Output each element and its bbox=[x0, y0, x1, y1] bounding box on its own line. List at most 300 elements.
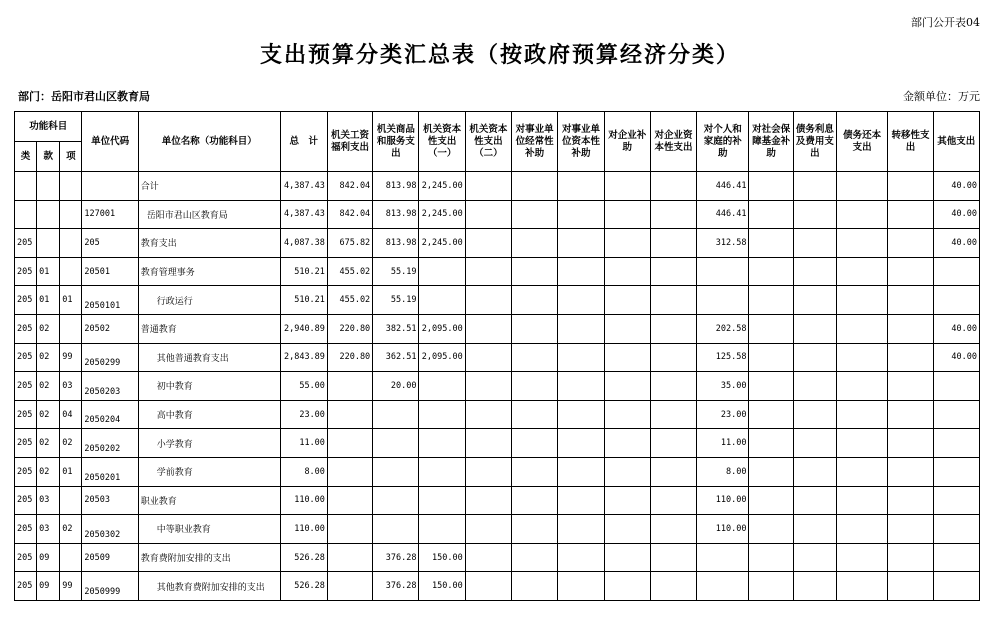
header-c4: 机关资本性支出（二） bbox=[465, 112, 511, 172]
cell-c9: 23.00 bbox=[697, 400, 749, 429]
cell-c14 bbox=[933, 429, 979, 458]
cell-kuan: 03 bbox=[37, 515, 60, 544]
cell-c10 bbox=[749, 429, 793, 458]
cell-c1 bbox=[327, 572, 372, 601]
cell-c9: 110.00 bbox=[697, 486, 749, 515]
cell-c12 bbox=[837, 286, 888, 315]
cell-c12 bbox=[837, 372, 888, 401]
cell-c13 bbox=[888, 229, 933, 258]
cell-c13 bbox=[888, 486, 933, 515]
table-row bbox=[15, 343, 980, 372]
cell-c4 bbox=[465, 515, 511, 544]
budget-table bbox=[14, 111, 980, 601]
cell-c5 bbox=[512, 372, 558, 401]
cell-kuan: 01 bbox=[37, 257, 60, 286]
cell-lei: 205 bbox=[15, 343, 37, 372]
cell-c13 bbox=[888, 515, 933, 544]
cell-c3: 150.00 bbox=[419, 543, 465, 572]
cell-c12 bbox=[837, 457, 888, 486]
cell-unit-code: 20502 bbox=[82, 314, 138, 343]
cell-c9: 8.00 bbox=[697, 457, 749, 486]
cell-c4 bbox=[465, 372, 511, 401]
cell-c10 bbox=[749, 343, 793, 372]
cell-unit-code: 2050999 bbox=[82, 572, 138, 601]
cell-c10 bbox=[749, 372, 793, 401]
header-c12: 债务还本支出 bbox=[837, 112, 888, 172]
cell-c6 bbox=[558, 572, 604, 601]
cell-c5 bbox=[512, 543, 558, 572]
cell-kuan: 03 bbox=[37, 486, 60, 515]
cell-lei: 205 bbox=[15, 229, 37, 258]
cell-c11 bbox=[793, 515, 836, 544]
cell-c1 bbox=[327, 515, 372, 544]
cell-c1 bbox=[327, 543, 372, 572]
cell-c8 bbox=[650, 372, 696, 401]
cell-c5 bbox=[512, 286, 558, 315]
cell-c3: 2,245.00 bbox=[419, 172, 465, 201]
cell-kuan: 09 bbox=[37, 572, 60, 601]
cell-lei: 205 bbox=[15, 314, 37, 343]
cell-c3 bbox=[419, 400, 465, 429]
cell-c10 bbox=[749, 229, 793, 258]
cell-c8 bbox=[650, 343, 696, 372]
cell-c3 bbox=[419, 486, 465, 515]
cell-kuan: 01 bbox=[37, 286, 60, 315]
cell-c7 bbox=[604, 515, 650, 544]
cell-total: 55.00 bbox=[280, 372, 327, 401]
cell-c5 bbox=[512, 343, 558, 372]
cell-c5 bbox=[512, 572, 558, 601]
cell-c7 bbox=[604, 572, 650, 601]
cell-unit-code: 2050203 bbox=[82, 372, 138, 401]
cell-lei: 205 bbox=[15, 372, 37, 401]
cell-total: 4,087.38 bbox=[280, 229, 327, 258]
cell-c3 bbox=[419, 457, 465, 486]
cell-xiang bbox=[60, 200, 82, 229]
cell-c8 bbox=[650, 486, 696, 515]
cell-c11 bbox=[793, 314, 836, 343]
table-row bbox=[15, 457, 980, 486]
cell-c12 bbox=[837, 515, 888, 544]
cell-c12 bbox=[837, 543, 888, 572]
cell-unit-code: 2050204 bbox=[82, 400, 138, 429]
cell-total: 4,387.43 bbox=[280, 200, 327, 229]
cell-c1 bbox=[327, 400, 372, 429]
table-row bbox=[15, 543, 980, 572]
cell-c9: 202.58 bbox=[697, 314, 749, 343]
cell-total: 2,940.89 bbox=[280, 314, 327, 343]
cell-c12 bbox=[837, 229, 888, 258]
header-c10: 对社会保障基金补助 bbox=[749, 112, 793, 172]
cell-unit-name: 岳阳市君山区教育局 bbox=[138, 200, 280, 229]
cell-c9 bbox=[697, 286, 749, 315]
cell-c10 bbox=[749, 400, 793, 429]
cell-c3: 2,245.00 bbox=[419, 200, 465, 229]
cell-c12 bbox=[837, 257, 888, 286]
cell-total: 110.00 bbox=[280, 515, 327, 544]
cell-c1: 842.04 bbox=[327, 172, 372, 201]
cell-c9: 446.41 bbox=[697, 172, 749, 201]
cell-c8 bbox=[650, 257, 696, 286]
cell-c3: 2,245.00 bbox=[419, 229, 465, 258]
header-c6: 对事业单位资本性补助 bbox=[558, 112, 604, 172]
cell-c10 bbox=[749, 257, 793, 286]
cell-c7 bbox=[604, 286, 650, 315]
cell-c13 bbox=[888, 457, 933, 486]
header-c9: 对个人和家庭的补助 bbox=[697, 112, 749, 172]
cell-c8 bbox=[650, 572, 696, 601]
cell-total: 526.28 bbox=[280, 572, 327, 601]
table-row bbox=[15, 572, 980, 601]
cell-c14 bbox=[933, 572, 979, 601]
cell-c8 bbox=[650, 457, 696, 486]
table-row bbox=[15, 229, 980, 258]
cell-c11 bbox=[793, 257, 836, 286]
cell-c13 bbox=[888, 200, 933, 229]
cell-unit-code: 2050202 bbox=[82, 429, 138, 458]
cell-c8 bbox=[650, 400, 696, 429]
cell-c8 bbox=[650, 314, 696, 343]
cell-c13 bbox=[888, 543, 933, 572]
cell-c1 bbox=[327, 372, 372, 401]
cell-c1: 675.82 bbox=[327, 229, 372, 258]
cell-c9: 110.00 bbox=[697, 515, 749, 544]
cell-xiang: 02 bbox=[60, 515, 82, 544]
cell-c1 bbox=[327, 429, 372, 458]
cell-total: 510.21 bbox=[280, 286, 327, 315]
cell-c5 bbox=[512, 486, 558, 515]
cell-c5 bbox=[512, 400, 558, 429]
cell-c9: 446.41 bbox=[697, 200, 749, 229]
cell-c8 bbox=[650, 229, 696, 258]
cell-kuan: 02 bbox=[37, 314, 60, 343]
cell-c13 bbox=[888, 400, 933, 429]
cell-xiang bbox=[60, 314, 82, 343]
header-unit-code: 单位代码 bbox=[82, 112, 138, 172]
cell-c14: 40.00 bbox=[933, 343, 979, 372]
cell-unit-code bbox=[82, 172, 138, 201]
cell-c13 bbox=[888, 429, 933, 458]
cell-c6 bbox=[558, 429, 604, 458]
cell-c3 bbox=[419, 515, 465, 544]
cell-c7 bbox=[604, 200, 650, 229]
cell-xiang bbox=[60, 543, 82, 572]
cell-c3 bbox=[419, 286, 465, 315]
cell-c9 bbox=[697, 543, 749, 572]
cell-unit-code: 2050302 bbox=[82, 515, 138, 544]
cell-c10 bbox=[749, 172, 793, 201]
cell-c7 bbox=[604, 543, 650, 572]
cell-c7 bbox=[604, 486, 650, 515]
department-label: 部门：岳阳市君山区教育局 bbox=[18, 90, 150, 103]
header-c3: 机关资本性支出（一） bbox=[419, 112, 465, 172]
cell-c11 bbox=[793, 200, 836, 229]
cell-unit-name: 中等职业教育 bbox=[138, 515, 280, 544]
cell-unit-name: 教育管理事务 bbox=[138, 257, 280, 286]
cell-kuan bbox=[37, 172, 60, 201]
cell-c6 bbox=[558, 257, 604, 286]
cell-c10 bbox=[749, 543, 793, 572]
cell-c3: 2,095.00 bbox=[419, 314, 465, 343]
table-row bbox=[15, 286, 980, 315]
cell-c1 bbox=[327, 486, 372, 515]
header-xiang: 项 bbox=[60, 142, 82, 172]
cell-c1: 220.80 bbox=[327, 343, 372, 372]
page-title: 支出预算分类汇总表（按政府预算经济分类） bbox=[259, 42, 740, 68]
cell-unit-name: 普通教育 bbox=[138, 314, 280, 343]
cell-xiang bbox=[60, 229, 82, 258]
cell-unit-name: 教育支出 bbox=[138, 229, 280, 258]
cell-unit-name: 行政运行 bbox=[138, 286, 280, 315]
cell-c13 bbox=[888, 343, 933, 372]
cell-xiang bbox=[60, 172, 82, 201]
cell-kuan: 09 bbox=[37, 543, 60, 572]
cell-c10 bbox=[749, 457, 793, 486]
cell-c12 bbox=[837, 400, 888, 429]
cell-c13 bbox=[888, 314, 933, 343]
cell-c11 bbox=[793, 457, 836, 486]
cell-c4 bbox=[465, 229, 511, 258]
cell-c11 bbox=[793, 429, 836, 458]
cell-c12 bbox=[837, 429, 888, 458]
cell-total: 23.00 bbox=[280, 400, 327, 429]
cell-c11 bbox=[793, 486, 836, 515]
cell-lei: 205 bbox=[15, 257, 37, 286]
cell-c2: 55.19 bbox=[373, 257, 419, 286]
header-c1: 机关工资福利支出 bbox=[327, 112, 372, 172]
cell-c8 bbox=[650, 172, 696, 201]
cell-c8 bbox=[650, 286, 696, 315]
header-c14: 其他支出 bbox=[933, 112, 979, 172]
cell-c12 bbox=[837, 172, 888, 201]
cell-c10 bbox=[749, 515, 793, 544]
cell-c6 bbox=[558, 372, 604, 401]
cell-kuan: 02 bbox=[37, 372, 60, 401]
cell-unit-name: 初中教育 bbox=[138, 372, 280, 401]
header-lei: 类 bbox=[15, 142, 37, 172]
cell-c8 bbox=[650, 200, 696, 229]
cell-unit-code: 20503 bbox=[82, 486, 138, 515]
cell-lei: 205 bbox=[15, 429, 37, 458]
cell-c12 bbox=[837, 572, 888, 601]
cell-c4 bbox=[465, 457, 511, 486]
cell-unit-code: 2050201 bbox=[82, 457, 138, 486]
table-row bbox=[15, 429, 980, 458]
cell-c6 bbox=[558, 314, 604, 343]
table-body bbox=[15, 172, 980, 601]
header-c13: 转移性支出 bbox=[888, 112, 933, 172]
cell-unit-name: 小学教育 bbox=[138, 429, 280, 458]
cell-c6 bbox=[558, 172, 604, 201]
cell-total: 8.00 bbox=[280, 457, 327, 486]
header-c8: 对企业资本性支出 bbox=[650, 112, 696, 172]
cell-c1: 842.04 bbox=[327, 200, 372, 229]
cell-c7 bbox=[604, 429, 650, 458]
cell-c11 bbox=[793, 400, 836, 429]
cell-c2 bbox=[373, 429, 419, 458]
cell-c7 bbox=[604, 314, 650, 343]
cell-unit-name: 学前教育 bbox=[138, 457, 280, 486]
header-func-group: 功能科目 bbox=[15, 112, 82, 142]
cell-kuan bbox=[37, 229, 60, 258]
cell-c2: 813.98 bbox=[373, 200, 419, 229]
cell-c12 bbox=[837, 343, 888, 372]
cell-xiang: 04 bbox=[60, 400, 82, 429]
cell-unit-code: 20509 bbox=[82, 543, 138, 572]
cell-c4 bbox=[465, 286, 511, 315]
header-c5: 对事业单位经常性补助 bbox=[512, 112, 558, 172]
header-unit-name: 单位名称（功能科目） bbox=[138, 112, 280, 172]
cell-total: 526.28 bbox=[280, 543, 327, 572]
cell-c6 bbox=[558, 486, 604, 515]
cell-unit-name: 高中教育 bbox=[138, 400, 280, 429]
cell-c12 bbox=[837, 200, 888, 229]
cell-c4 bbox=[465, 343, 511, 372]
cell-c4 bbox=[465, 200, 511, 229]
cell-kuan bbox=[37, 200, 60, 229]
cell-c11 bbox=[793, 572, 836, 601]
cell-c5 bbox=[512, 515, 558, 544]
cell-c7 bbox=[604, 457, 650, 486]
cell-c2: 55.19 bbox=[373, 286, 419, 315]
cell-xiang: 99 bbox=[60, 343, 82, 372]
form-code: 部门公开表04 bbox=[911, 16, 980, 29]
cell-c3: 150.00 bbox=[419, 572, 465, 601]
cell-c1: 455.02 bbox=[327, 257, 372, 286]
table-row bbox=[15, 172, 980, 201]
cell-xiang bbox=[60, 257, 82, 286]
cell-unit-name: 教育费附加安排的支出 bbox=[138, 543, 280, 572]
cell-c5 bbox=[512, 429, 558, 458]
cell-c11 bbox=[793, 372, 836, 401]
cell-xiang: 03 bbox=[60, 372, 82, 401]
cell-c3 bbox=[419, 257, 465, 286]
cell-total: 510.21 bbox=[280, 257, 327, 286]
cell-c6 bbox=[558, 229, 604, 258]
cell-c4 bbox=[465, 572, 511, 601]
cell-c7 bbox=[604, 343, 650, 372]
cell-xiang: 99 bbox=[60, 572, 82, 601]
table-row bbox=[15, 400, 980, 429]
header-total: 总 计 bbox=[280, 112, 327, 172]
cell-c7 bbox=[604, 257, 650, 286]
cell-lei bbox=[15, 200, 37, 229]
cell-c10 bbox=[749, 314, 793, 343]
cell-c2 bbox=[373, 486, 419, 515]
cell-c9 bbox=[697, 257, 749, 286]
cell-lei: 205 bbox=[15, 515, 37, 544]
cell-c2 bbox=[373, 457, 419, 486]
cell-total: 110.00 bbox=[280, 486, 327, 515]
cell-unit-code: 20501 bbox=[82, 257, 138, 286]
cell-c8 bbox=[650, 429, 696, 458]
cell-c6 bbox=[558, 543, 604, 572]
cell-c14: 40.00 bbox=[933, 314, 979, 343]
cell-c6 bbox=[558, 286, 604, 315]
cell-lei: 205 bbox=[15, 400, 37, 429]
cell-c14 bbox=[933, 400, 979, 429]
cell-c13 bbox=[888, 257, 933, 286]
cell-unit-code: 2050299 bbox=[82, 343, 138, 372]
header-c2: 机关商品和服务支出 bbox=[373, 112, 419, 172]
cell-c1: 220.80 bbox=[327, 314, 372, 343]
cell-xiang bbox=[60, 486, 82, 515]
cell-c4 bbox=[465, 400, 511, 429]
cell-c7 bbox=[604, 400, 650, 429]
cell-c2: 813.98 bbox=[373, 229, 419, 258]
amount-unit-label: 金额单位：万元 bbox=[903, 90, 980, 103]
cell-c13 bbox=[888, 172, 933, 201]
cell-c4 bbox=[465, 429, 511, 458]
cell-c2: 362.51 bbox=[373, 343, 419, 372]
cell-c2: 813.98 bbox=[373, 172, 419, 201]
cell-xiang: 02 bbox=[60, 429, 82, 458]
cell-total: 4,387.43 bbox=[280, 172, 327, 201]
cell-xiang: 01 bbox=[60, 457, 82, 486]
cell-c10 bbox=[749, 486, 793, 515]
cell-c8 bbox=[650, 515, 696, 544]
cell-c9: 11.00 bbox=[697, 429, 749, 458]
cell-c11 bbox=[793, 343, 836, 372]
cell-c2 bbox=[373, 515, 419, 544]
cell-c2: 20.00 bbox=[373, 372, 419, 401]
cell-c3: 2,095.00 bbox=[419, 343, 465, 372]
cell-c14 bbox=[933, 515, 979, 544]
cell-c5 bbox=[512, 257, 558, 286]
cell-kuan: 02 bbox=[37, 429, 60, 458]
cell-c14: 40.00 bbox=[933, 229, 979, 258]
cell-c14: 40.00 bbox=[933, 200, 979, 229]
cell-c9: 35.00 bbox=[697, 372, 749, 401]
cell-lei: 205 bbox=[15, 572, 37, 601]
cell-c4 bbox=[465, 543, 511, 572]
cell-c11 bbox=[793, 172, 836, 201]
cell-c9: 125.58 bbox=[697, 343, 749, 372]
cell-c13 bbox=[888, 372, 933, 401]
cell-c3 bbox=[419, 429, 465, 458]
cell-kuan: 02 bbox=[37, 457, 60, 486]
cell-c4 bbox=[465, 314, 511, 343]
cell-c10 bbox=[749, 572, 793, 601]
cell-c5 bbox=[512, 229, 558, 258]
cell-c11 bbox=[793, 286, 836, 315]
cell-c2 bbox=[373, 400, 419, 429]
cell-c2: 376.28 bbox=[373, 543, 419, 572]
cell-xiang: 01 bbox=[60, 286, 82, 315]
cell-kuan: 02 bbox=[37, 400, 60, 429]
cell-c4 bbox=[465, 257, 511, 286]
cell-c3 bbox=[419, 372, 465, 401]
cell-lei: 205 bbox=[15, 486, 37, 515]
cell-c12 bbox=[837, 314, 888, 343]
cell-kuan: 02 bbox=[37, 343, 60, 372]
cell-c5 bbox=[512, 457, 558, 486]
cell-unit-code: 127001 bbox=[82, 200, 138, 229]
cell-total: 2,843.89 bbox=[280, 343, 327, 372]
cell-c14 bbox=[933, 486, 979, 515]
cell-total: 11.00 bbox=[280, 429, 327, 458]
cell-c14 bbox=[933, 372, 979, 401]
table-row bbox=[15, 372, 980, 401]
cell-c8 bbox=[650, 543, 696, 572]
cell-c6 bbox=[558, 457, 604, 486]
cell-c1 bbox=[327, 457, 372, 486]
cell-c6 bbox=[558, 200, 604, 229]
cell-c11 bbox=[793, 229, 836, 258]
header-kuan: 款 bbox=[37, 142, 60, 172]
cell-c14 bbox=[933, 543, 979, 572]
cell-c7 bbox=[604, 229, 650, 258]
